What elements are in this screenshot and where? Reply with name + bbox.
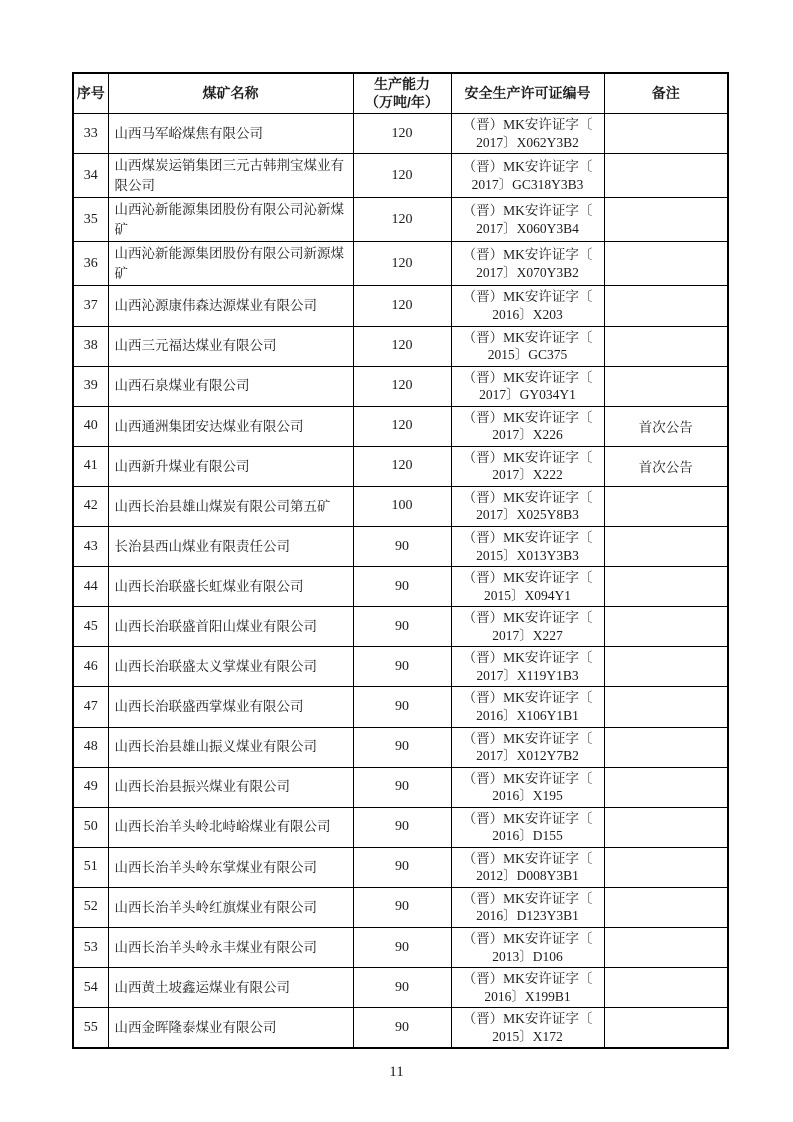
license-cell — [451, 406, 604, 446]
license-cell — [451, 727, 604, 767]
license-line2: 2016〕X106Y1B1 — [476, 707, 579, 723]
row-index-cell: 35 — [73, 198, 108, 242]
license-line2: 2017〕X222 — [492, 467, 563, 483]
table-row — [73, 727, 728, 767]
license-line1: （晋）MK安许证字〔 — [462, 850, 593, 866]
row-index-cell: 48 — [73, 727, 108, 767]
row-index-cell: 33 — [73, 114, 108, 154]
license-line1: （晋）MK安许证字〔 — [462, 730, 593, 746]
table-row — [73, 847, 728, 887]
license-line2: 2017〕X060Y3B4 — [476, 220, 579, 236]
remark-cell — [604, 727, 728, 767]
license-line1: （晋）MK安许证字〔 — [462, 650, 593, 666]
license-line2: 2012〕D008Y3B1 — [476, 868, 579, 884]
mine-name-cell: 长治县西山煤业有限责任公司 — [108, 527, 353, 567]
license-cell — [451, 326, 604, 366]
license-line2: 2016〕X199B1 — [484, 988, 571, 1004]
col-header-capacity — [353, 73, 451, 114]
license-line1: （晋）MK安许证字〔 — [462, 1011, 593, 1027]
capacity-cell: 90 — [353, 607, 451, 647]
capacity-cell: 120 — [353, 114, 451, 154]
license-cell — [451, 486, 604, 526]
remark-cell — [604, 114, 728, 154]
license-cell — [451, 887, 604, 927]
license-line1: （晋）MK安许证字〔 — [462, 289, 593, 305]
table-row — [73, 807, 728, 847]
capacity-cell: 90 — [353, 687, 451, 727]
row-index-cell: 40 — [73, 406, 108, 446]
col-header-remark: 备注 — [604, 73, 728, 114]
license-line1: （晋）MK安许证字〔 — [462, 530, 593, 546]
capacity-cell: 90 — [353, 887, 451, 927]
mine-name-cell: 山西沁新能源集团股份有限公司沁新煤矿 — [108, 198, 353, 242]
mine-name-cell: 山西三元福达煤业有限公司 — [108, 326, 353, 366]
capacity-cell: 90 — [353, 927, 451, 967]
license-line2: 2013〕D106 — [492, 948, 563, 964]
license-line2: 2017〕X025Y8B3 — [476, 507, 579, 523]
license-cell — [451, 242, 604, 286]
mine-name-cell: 山西煤炭运销集团三元古韩荆宝煤业有限公司 — [108, 154, 353, 198]
row-index-cell: 50 — [73, 807, 108, 847]
capacity-cell: 90 — [353, 807, 451, 847]
table-row — [73, 406, 728, 446]
row-index-cell: 44 — [73, 567, 108, 607]
table-row — [73, 767, 728, 807]
remark-cell: 首次公告 — [604, 406, 728, 446]
license-cell — [451, 198, 604, 242]
mine-name-cell: 山西长治羊头岭红旗煤业有限公司 — [108, 887, 353, 927]
license-line2: 2015〕X172 — [492, 1028, 563, 1044]
capacity-cell: 120 — [353, 286, 451, 326]
mine-name-cell: 山西黄土坡鑫运煤业有限公司 — [108, 968, 353, 1008]
license-cell — [451, 807, 604, 847]
col-header-license: 安全生产许可证编号 — [451, 73, 604, 114]
table-row — [73, 927, 728, 967]
license-line2: 2016〕X203 — [492, 307, 563, 323]
license-cell — [451, 968, 604, 1008]
row-index-cell: 36 — [73, 242, 108, 286]
remark-cell — [604, 326, 728, 366]
license-line2: 2017〕X012Y7B2 — [476, 748, 579, 764]
row-index-cell: 47 — [73, 687, 108, 727]
license-line2: 2017〕X226 — [492, 427, 563, 443]
remark-cell — [604, 527, 728, 567]
remark-cell — [604, 242, 728, 286]
remark-cell — [604, 607, 728, 647]
table-row — [73, 527, 728, 567]
mine-name-cell: 山西长治县雄山振义煤业有限公司 — [108, 727, 353, 767]
mine-name-cell: 山西马军峪煤焦有限公司 — [108, 114, 353, 154]
table-row — [73, 286, 728, 326]
table-row — [73, 607, 728, 647]
table-row — [73, 1008, 728, 1049]
license-line2: 2017〕X070Y3B2 — [476, 264, 579, 280]
row-index-cell: 34 — [73, 154, 108, 198]
capacity-cell: 100 — [353, 486, 451, 526]
license-cell — [451, 446, 604, 486]
license-cell — [451, 154, 604, 198]
license-line2: 2017〕X119Y1B3 — [476, 667, 579, 683]
capacity-cell: 120 — [353, 242, 451, 286]
table-row — [73, 242, 728, 286]
remark-cell — [604, 286, 728, 326]
license-line1: （晋）MK安许证字〔 — [462, 329, 593, 345]
table-row — [73, 114, 728, 154]
capacity-cell: 120 — [353, 326, 451, 366]
capacity-cell: 90 — [353, 847, 451, 887]
license-cell — [451, 286, 604, 326]
license-cell — [451, 607, 604, 647]
remark-cell — [604, 767, 728, 807]
row-index-cell: 38 — [73, 326, 108, 366]
table-row — [73, 687, 728, 727]
row-index-cell: 41 — [73, 446, 108, 486]
license-line2: 2017〕X227 — [492, 627, 563, 643]
license-line1: （晋）MK安许证字〔 — [462, 971, 593, 987]
license-cell — [451, 767, 604, 807]
mine-name-cell: 山西长治县振兴煤业有限公司 — [108, 767, 353, 807]
mine-name-cell: 山西长治联盛首阳山煤业有限公司 — [108, 607, 353, 647]
capacity-cell: 90 — [353, 968, 451, 1008]
license-line1: （晋）MK安许证字〔 — [462, 409, 593, 425]
capacity-cell: 120 — [353, 366, 451, 406]
license-line2: 2016〕D155 — [492, 828, 563, 844]
license-line1: （晋）MK安许证字〔 — [462, 369, 593, 385]
license-line1: （晋）MK安许证字〔 — [462, 610, 593, 626]
row-index-cell: 52 — [73, 887, 108, 927]
license-line2: 2016〕X195 — [492, 788, 563, 804]
license-line1: （晋）MK安许证字〔 — [462, 117, 593, 132]
capacity-cell: 120 — [353, 198, 451, 242]
mine-name-cell: 山西金晖隆泰煤业有限公司 — [108, 1008, 353, 1049]
row-index-cell: 39 — [73, 366, 108, 406]
remark-cell — [604, 154, 728, 198]
table-row — [73, 968, 728, 1008]
row-index-cell: 49 — [73, 767, 108, 807]
license-line2: 2017〕GY034Y1 — [479, 387, 576, 403]
mine-name-cell: 山西通洲集团安达煤业有限公司 — [108, 406, 353, 446]
license-line2: 2017〕GC318Y3B3 — [471, 176, 584, 192]
mine-name-cell: 山西新升煤业有限公司 — [108, 446, 353, 486]
mine-name-cell: 山西长治联盛太义掌煤业有限公司 — [108, 647, 353, 687]
license-line2: 2015〕GC375 — [487, 347, 568, 363]
table-row — [73, 154, 728, 198]
table-row — [73, 486, 728, 526]
license-cell — [451, 1008, 604, 1049]
mine-name-cell: 山西沁源康伟森达源煤业有限公司 — [108, 286, 353, 326]
row-index-cell: 51 — [73, 847, 108, 887]
capacity-cell: 90 — [353, 727, 451, 767]
row-index-cell: 55 — [73, 1008, 108, 1049]
col-header-name: 煤矿名称 — [108, 73, 353, 114]
license-line1: （晋）MK安许证字〔 — [462, 770, 593, 786]
remark-cell — [604, 1008, 728, 1049]
table-row — [73, 446, 728, 486]
license-line1: （晋）MK安许证字〔 — [462, 203, 593, 219]
license-cell — [451, 366, 604, 406]
mine-name-cell: 山西沁新能源集团股份有限公司新源煤矿 — [108, 242, 353, 286]
license-cell — [451, 647, 604, 687]
license-line2: 2015〕X094Y1 — [484, 587, 571, 603]
remark-cell — [604, 366, 728, 406]
table-body — [73, 114, 728, 1049]
row-index-cell: 53 — [73, 927, 108, 967]
license-cell — [451, 687, 604, 727]
license-cell — [451, 927, 604, 967]
row-index-cell: 45 — [73, 607, 108, 647]
license-line2: 2017〕X062Y3B2 — [476, 134, 579, 150]
license-line1: （晋）MK安许证字〔 — [462, 930, 593, 946]
license-cell — [451, 567, 604, 607]
mine-name-cell: 山西石泉煤业有限公司 — [108, 366, 353, 406]
capacity-cell: 90 — [353, 767, 451, 807]
capacity-cell: 90 — [353, 567, 451, 607]
remark-cell — [604, 887, 728, 927]
license-line1: （晋）MK安许证字〔 — [462, 489, 593, 505]
license-line1: （晋）MK安许证字〔 — [462, 247, 593, 263]
license-line1: （晋）MK安许证字〔 — [462, 570, 593, 586]
remark-cell: 首次公告 — [604, 446, 728, 486]
capacity-cell: 90 — [353, 647, 451, 687]
license-cell — [451, 114, 604, 154]
remark-cell — [604, 647, 728, 687]
capacity-cell: 90 — [353, 527, 451, 567]
license-line1: （晋）MK安许证字〔 — [462, 890, 593, 906]
table-row — [73, 647, 728, 687]
license-line2: 2015〕X013Y3B3 — [476, 547, 579, 563]
row-index-cell: 43 — [73, 527, 108, 567]
capacity-cell: 120 — [353, 154, 451, 198]
row-index-cell: 54 — [73, 968, 108, 1008]
mine-name-cell: 山西长治县雄山煤炭有限公司第五矿 — [108, 486, 353, 526]
license-line1: （晋）MK安许证字〔 — [462, 159, 593, 175]
remark-cell — [604, 198, 728, 242]
table-row — [73, 198, 728, 242]
capacity-cell: 120 — [353, 406, 451, 446]
capacity-header-line2: （万吨/年） — [365, 93, 439, 110]
license-cell — [451, 847, 604, 887]
mine-name-cell: 山西长治联盛西掌煤业有限公司 — [108, 687, 353, 727]
mine-name-cell: 山西长治羊头岭东掌煤业有限公司 — [108, 847, 353, 887]
license-line1: （晋）MK安许证字〔 — [462, 810, 593, 826]
license-line2: 2016〕D123Y3B1 — [476, 908, 579, 924]
remark-cell — [604, 807, 728, 847]
remark-cell — [604, 687, 728, 727]
row-index-cell: 37 — [73, 286, 108, 326]
license-line1: （晋）MK安许证字〔 — [462, 690, 593, 706]
table-row — [73, 326, 728, 366]
table-header-row — [73, 73, 728, 114]
license-cell — [451, 527, 604, 567]
capacity-header-line1: 生产能力 — [374, 76, 430, 92]
remark-cell — [604, 927, 728, 967]
capacity-cell: 120 — [353, 446, 451, 486]
mine-name-cell: 山西长治羊头岭北峙峪煤业有限公司 — [108, 807, 353, 847]
coal-mine-table — [72, 72, 729, 1049]
remark-cell — [604, 486, 728, 526]
license-line1: （晋）MK安许证字〔 — [462, 449, 593, 465]
remark-cell — [604, 968, 728, 1008]
capacity-cell: 90 — [353, 1008, 451, 1049]
row-index-cell: 46 — [73, 647, 108, 687]
mine-name-cell: 山西长治羊头岭永丰煤业有限公司 — [108, 927, 353, 967]
col-header-index: 序号 — [73, 73, 108, 114]
mine-name-cell: 山西长治联盛长虹煤业有限公司 — [108, 567, 353, 607]
page-number: 11 — [389, 1064, 404, 1080]
table-row — [73, 567, 728, 607]
remark-cell — [604, 567, 728, 607]
table-row — [73, 887, 728, 927]
row-index-cell: 42 — [73, 486, 108, 526]
table-row — [73, 366, 728, 406]
remark-cell — [604, 847, 728, 887]
